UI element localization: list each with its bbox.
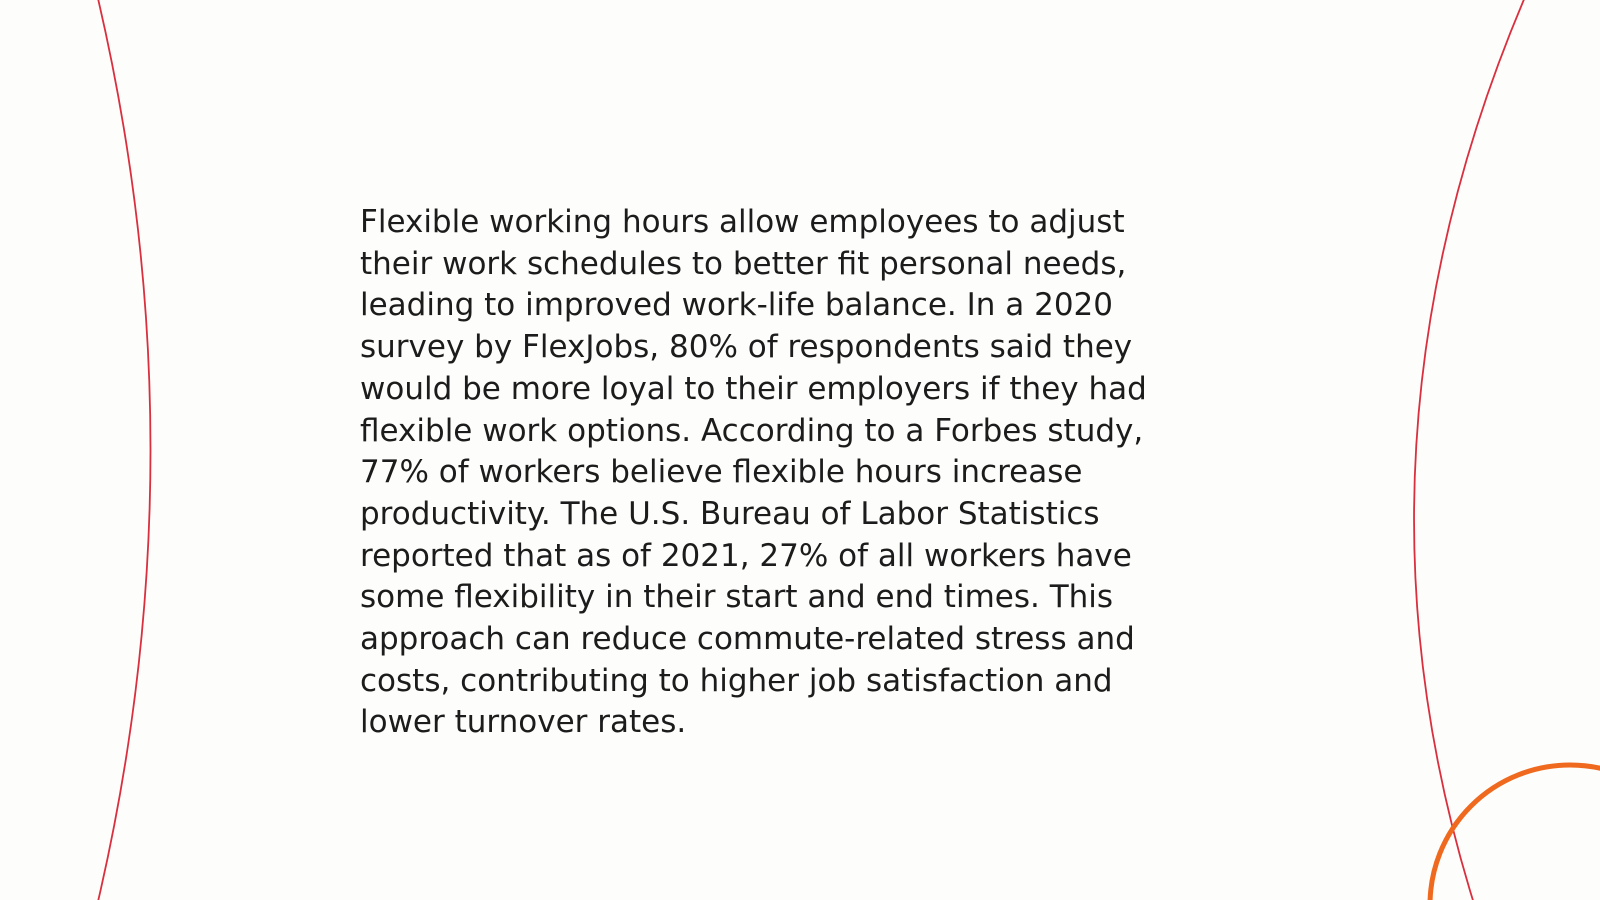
body-line: Flexible working hours allow employees to adjust — [360, 204, 1125, 240]
body-line: their work schedules to better fit personal needs, — [360, 245, 1127, 282]
body-line: reported that as of 2021, 27% of all workers have — [360, 537, 1132, 574]
body-line: some flexibility in their start and end times. This — [360, 579, 1114, 616]
body-line: leading to improved work-life balance. In a 2020 — [360, 287, 1114, 324]
body-paragraph — [360, 202, 1200, 744]
body-line: lower turnover rates. — [360, 704, 687, 741]
body-line: costs, contributing to higher job satisfaction and — [360, 662, 1113, 699]
body-line: approach can reduce commute-related stress and — [360, 621, 1135, 658]
left-arc-decoration — [96, 0, 151, 900]
body-line: 77% of workers believe flexible hours increase — [360, 454, 1083, 491]
body-line: would be more loyal to their employers if they had — [360, 370, 1147, 407]
corner-circle-decoration — [1430, 765, 1600, 900]
body-line: flexible work options. According to a Forbes study, — [360, 412, 1144, 449]
body-line: survey by FlexJobs, 80% of respondents said they — [360, 329, 1133, 366]
body-line: productivity. The U.S. Bureau of Labor Statistics — [360, 495, 1100, 532]
right-arc-decoration — [1414, 0, 1528, 900]
